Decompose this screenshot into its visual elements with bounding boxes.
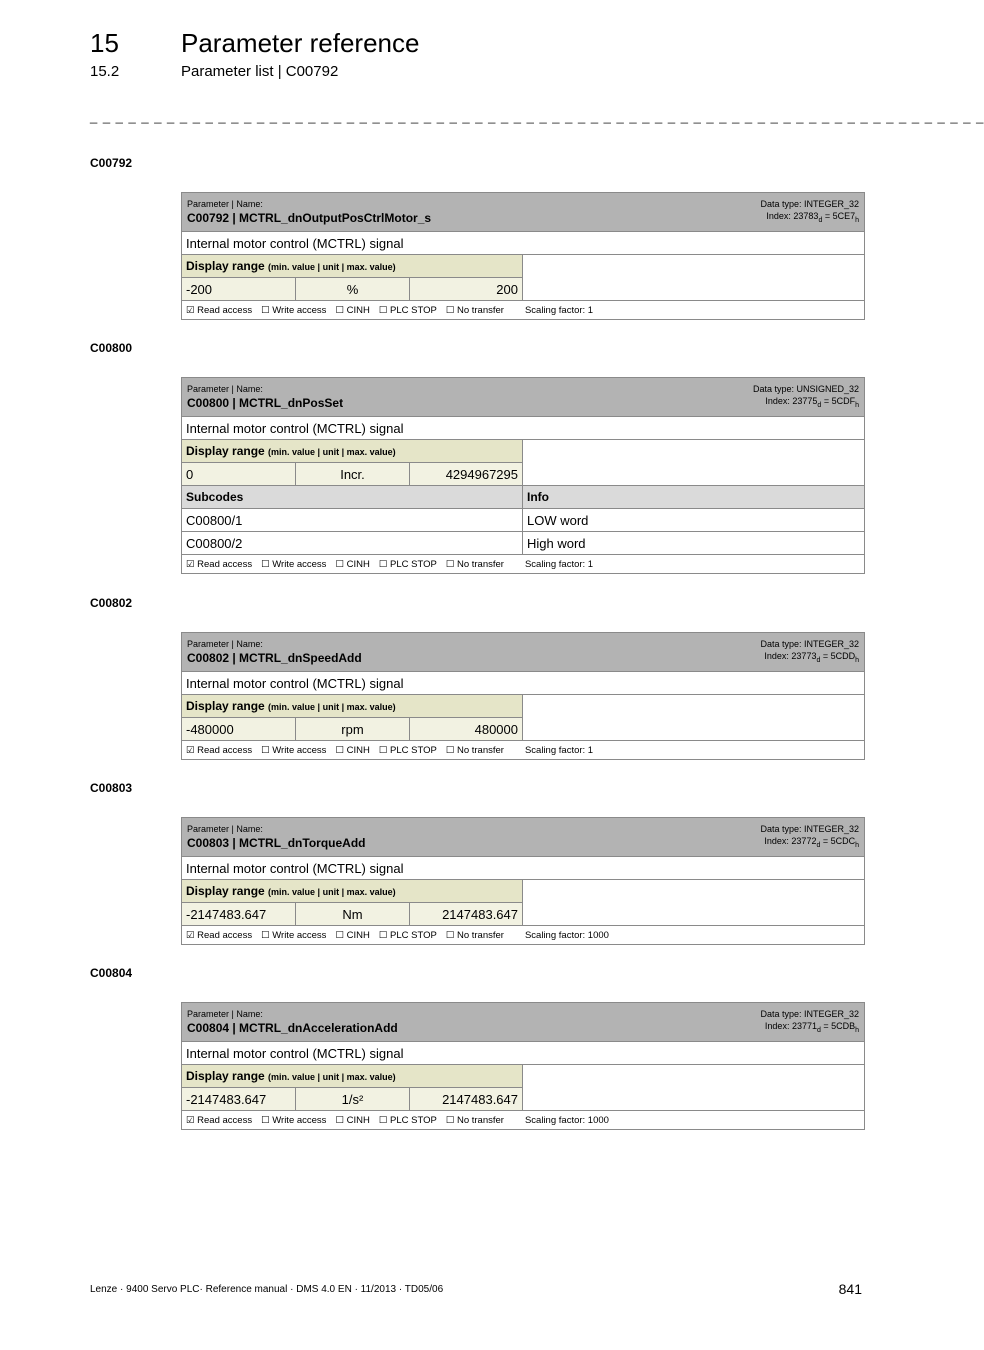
parameter-table <box>181 817 865 945</box>
max-value: 480000 <box>410 718 523 741</box>
param-code-label: C00802 <box>90 596 133 610</box>
parameter-index: Index: $23773_d = 5CDD_h$ <box>764 650 860 664</box>
min-value: 0 <box>182 463 296 486</box>
display-range-header: Display range (min. value | unit | max. value) <box>182 695 523 718</box>
access-row: ☑ Read access ☐ Write access ☐ CINH ☐ PLC STOP ☐ No transfer Scaling factor: 1000 <box>182 926 865 945</box>
unit-value: Incr. <box>296 463 410 486</box>
param-code-label: C00803 <box>90 781 133 795</box>
parameter-description: Internal motor control (MCTRL) signal <box>182 1042 865 1065</box>
display-range-empty <box>523 695 865 741</box>
max-value: 4294967295 <box>410 463 523 486</box>
param-name-caption: Parameter | Name: <box>187 823 263 834</box>
data-type: Data type: INTEGER_32 <box>760 1008 860 1019</box>
display-range-empty <box>523 1065 865 1111</box>
data-type: Data type: INTEGER_32 <box>760 198 860 209</box>
scaling-factor: Scaling factor: 1 <box>524 744 594 756</box>
parameter-title: C00804 | MCTRL_dnAccelerationAdd <box>187 1020 398 1035</box>
display-range-header: Display range (min. value | unit | max. value) <box>182 255 523 278</box>
parameter-title: C00803 | MCTRL_dnTorqueAdd <box>187 835 366 850</box>
parameter-index: Index: $23771_d = 5CDB_h$ <box>764 1020 860 1034</box>
param-code-label: C00804 <box>90 966 133 980</box>
max-value: 200 <box>410 278 523 301</box>
scaling-factor: Scaling factor: 1000 <box>524 1114 609 1126</box>
min-value: -480000 <box>182 718 296 741</box>
parameter-title: C00792 | MCTRL_dnOutputPosCtrlMotor_s <box>187 210 432 225</box>
param-code-label: C00800 <box>90 341 133 355</box>
display-range-empty <box>523 255 865 301</box>
access-row: ☑ Read access ☐ Write access ☐ CINH ☐ PLC STOP ☐ No transfer Scaling factor: 1000 <box>182 1111 865 1130</box>
param-code-label: C00792 <box>90 156 133 170</box>
access-row: ☑ Read access ☐ Write access ☐ CINH ☐ PLC STOP ☐ No transfer Scaling factor: 1 <box>182 555 865 574</box>
scaling-factor: Scaling factor: 1 <box>524 304 594 316</box>
access-row: ☑ Read access ☐ Write access ☐ CINH ☐ PLC STOP ☐ No transfer Scaling factor: 1 <box>182 301 865 320</box>
parameter-header <box>182 818 865 857</box>
scaling-factor: Scaling factor: 1 <box>524 558 594 570</box>
parameter-table <box>181 192 865 320</box>
param-name-caption: Parameter | Name: <box>187 1008 263 1019</box>
parameter-header <box>182 193 865 232</box>
parameter-index: Index: $23783_d = 5CE7_h$ <box>766 210 860 224</box>
parameter-description: Internal motor control (MCTRL) signal <box>182 417 865 440</box>
parameter-table <box>181 1002 865 1130</box>
unit-value: rpm <box>296 718 410 741</box>
parameter-description: Internal motor control (MCTRL) signal <box>182 857 865 880</box>
display-range-empty <box>523 880 865 926</box>
unit-value: % <box>296 278 410 301</box>
display-range-header: Display range (min. value | unit | max. value) <box>182 1065 523 1088</box>
min-value: -2147483.647 <box>182 1088 296 1111</box>
display-range-header: Display range (min. value | unit | max. value) <box>182 880 523 903</box>
data-type: Data type: INTEGER_32 <box>760 823 860 834</box>
scaling-factor: Scaling factor: 1000 <box>524 929 609 941</box>
subcode-info: LOW word <box>523 509 865 532</box>
subcode-cell: C00800/1 <box>182 509 523 532</box>
subcode-info: High word <box>523 532 865 555</box>
header-divider: _ _ _ _ _ _ _ _ _ _ _ _ _ _ _ _ _ _ _ _ _ _ _ _ _ _ _ _ _ _ _ _ _ _ _ _ _ _ _ _ _ _ _ _ _ _ _ _ _ _ _ _ _ _ _ _ _ _ _ _ _ _ _ _ _ _ _ _ _ _ <box>90 109 984 124</box>
chapter-number: 15 <box>90 28 119 58</box>
parameter-title: C00800 | MCTRL_dnPosSet <box>187 395 344 410</box>
subcode-cell: C00800/2 <box>182 532 523 555</box>
footer-text: Lenze · 9400 Servo PLC· Reference manual · DMS 4.0 EN · 11/2013 · TD05/06 <box>90 1284 444 1295</box>
unit-value: Nm <box>296 903 410 926</box>
subcodes-header: Subcodes <box>182 486 523 509</box>
parameter-header <box>182 378 865 417</box>
parameter-header <box>182 1003 865 1042</box>
section-title: Parameter list | C00792 <box>181 63 339 80</box>
max-value: 2147483.647 <box>410 1088 523 1111</box>
parameter-table <box>181 377 865 574</box>
data-type: Data type: INTEGER_32 <box>760 638 860 649</box>
parameter-index: Index: $23772_d = 5CDC_h$ <box>764 835 860 849</box>
display-range-header: Display range (min. value | unit | max. value) <box>182 440 523 463</box>
parameter-index: Index: $23775_d = 5CDF_h$ <box>765 395 859 409</box>
min-value: -200 <box>182 278 296 301</box>
parameter-table <box>181 632 865 760</box>
chapter-title: Parameter reference <box>181 28 420 58</box>
parameter-title: C00802 | MCTRL_dnSpeedAdd <box>187 650 362 665</box>
section-number: 15.2 <box>90 63 120 80</box>
param-name-caption: Parameter | Name: <box>187 638 263 649</box>
access-row: ☑ Read access ☐ Write access ☐ CINH ☐ PLC STOP ☐ No transfer Scaling factor: 1 <box>182 741 865 760</box>
param-name-caption: Parameter | Name: <box>187 383 263 394</box>
param-name-caption: Parameter | Name: <box>187 198 263 209</box>
parameter-header <box>182 633 865 672</box>
min-value: -2147483.647 <box>182 903 296 926</box>
parameter-description: Internal motor control (MCTRL) signal <box>182 232 865 255</box>
max-value: 2147483.647 <box>410 903 523 926</box>
info-header: Info <box>523 486 865 509</box>
parameter-description: Internal motor control (MCTRL) signal <box>182 672 865 695</box>
data-type: Data type: UNSIGNED_32 <box>752 383 859 394</box>
unit-value: 1/s² <box>296 1088 410 1111</box>
display-range-empty <box>523 440 865 486</box>
page-number: 841 <box>838 1281 862 1297</box>
